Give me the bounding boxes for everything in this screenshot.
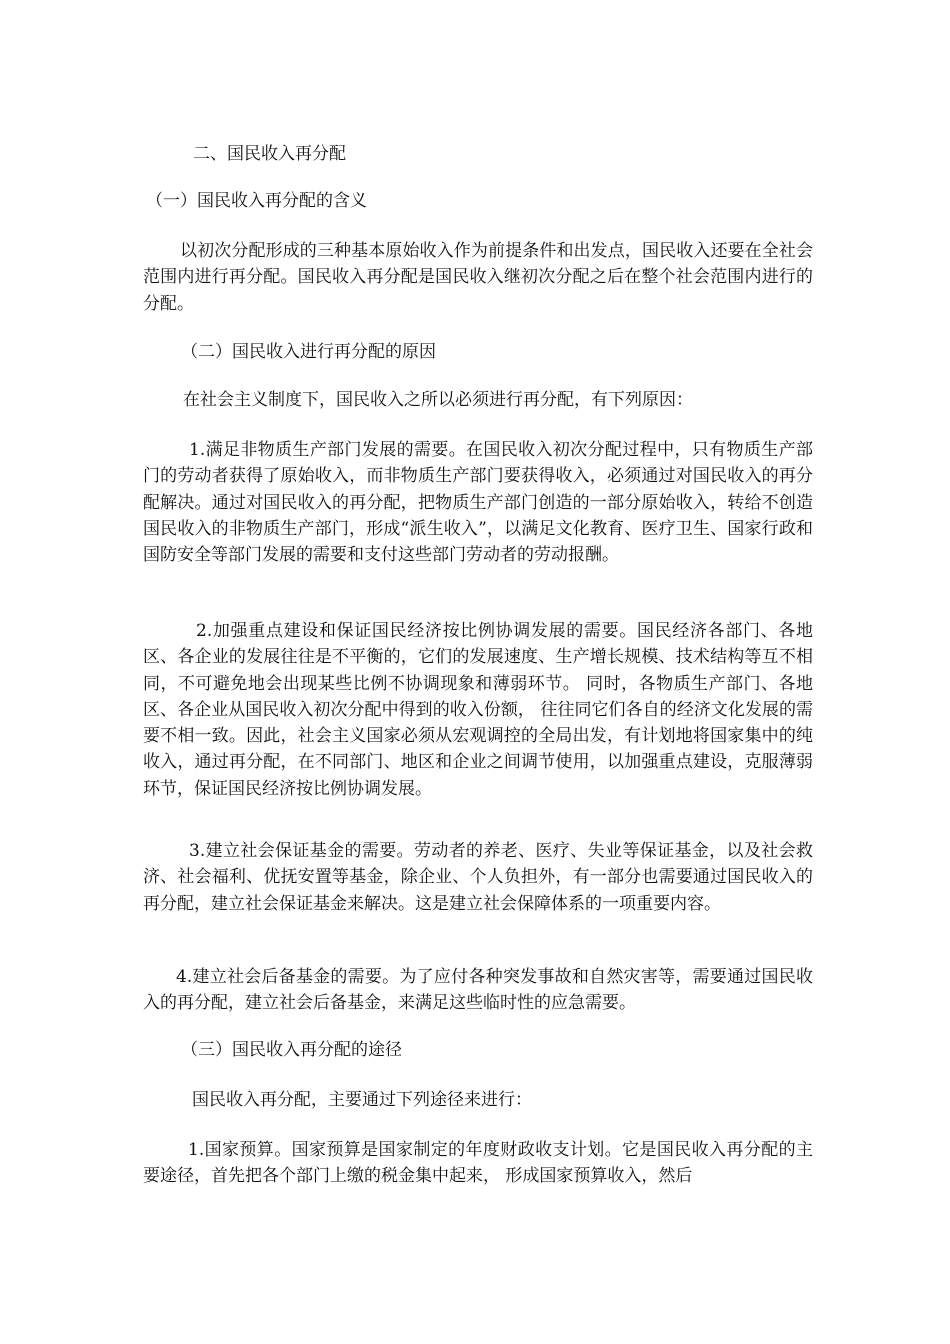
subheading-meaning: （一）国民收入再分配的含义	[146, 191, 367, 211]
paragraph-paths-intro: 国民收入再分配，主要通过下列途径来进行：	[192, 1090, 532, 1110]
paragraph-reason-2: 2.加强重点建设和保证国民经济按比例协调发展的需要。国民经济各部门、各地区、各企业的发展往往是不平衡的，它们的发展速度、生产增长规模、技术结构等互不相同，不可避免地会出现某些比例不协调现象和薄弱环节。 同时，各物质生产部门、各地区、各企业从国民收入初次分配中得到的收入份额， 往往同它们各自的经济文化发展的需要不相一致。因此，社会主义国家必须从宏观调控的全局出发，有计划地将国家集中的纯收入，通过再分配，在不同部门、地区和企业之间调节使用，以加强重点建设，克服薄弱环节，保证国民经济按比例协调发展。	[143, 621, 813, 799]
paragraph-path-1: 1.国家预算。国家预算是国家制定的年度财政收支计划。它是国民收入再分配的主要途径，首先把各个部门上缴的税金集中起来， 形成国家预算收入，然后	[143, 1140, 813, 1187]
paragraph-reason-1: 1.满足非物质生产部门发展的需要。在国民收入初次分配过程中，只有物质生产部门的劳动者获得了原始收入，而非物质生产部门要获得收入，必须通过对国民收入的再分配解决。通过对国民收入的再分配，把物质生产部门创造的一部分原始收入，转给不创造国民收入的非物质生产部门，形成“派生收入”，以满足文化教育、医疗卫生、国家行政和国防安全等部门发展的需要和支付这些部门劳动者的劳动报酬。	[143, 440, 813, 566]
paragraph-reason-4: 4.建立社会后备基金的需要。为了应付各种突发事故和自然灾害等，需要通过国民收入的再分配，建立社会后备基金，来满足这些临时性的应急需要。	[143, 967, 813, 1014]
paragraph-reason-3: 3.建立社会保证基金的需要。劳动者的养老、医疗、失业等保证基金，以及社会救济、社会福利、优抚安置等基金，除企业、个人负担外，有一部分也需要通过国民收入的再分配，建立社会保证基金来解决。这是建立社会保障体系的一项重要内容。	[143, 841, 813, 914]
paragraph-reasons-intro: 在社会主义制度下，国民收入之所以必须进行再分配，有下列原因：	[183, 390, 693, 410]
subheading-reasons: （二）国民收入进行再分配的原因	[181, 342, 436, 362]
subheading-paths: （三）国民收入再分配的途径	[181, 1040, 402, 1060]
section-heading: 二、国民收入再分配	[193, 144, 346, 164]
paragraph-meaning: 以初次分配形成的三种基本原始收入作为前提条件和出发点，国民收入还要在全社会范围内进行再分配。国民收入再分配是国民收入继初次分配之后在整个社会范围内进行的分配。	[143, 241, 813, 314]
